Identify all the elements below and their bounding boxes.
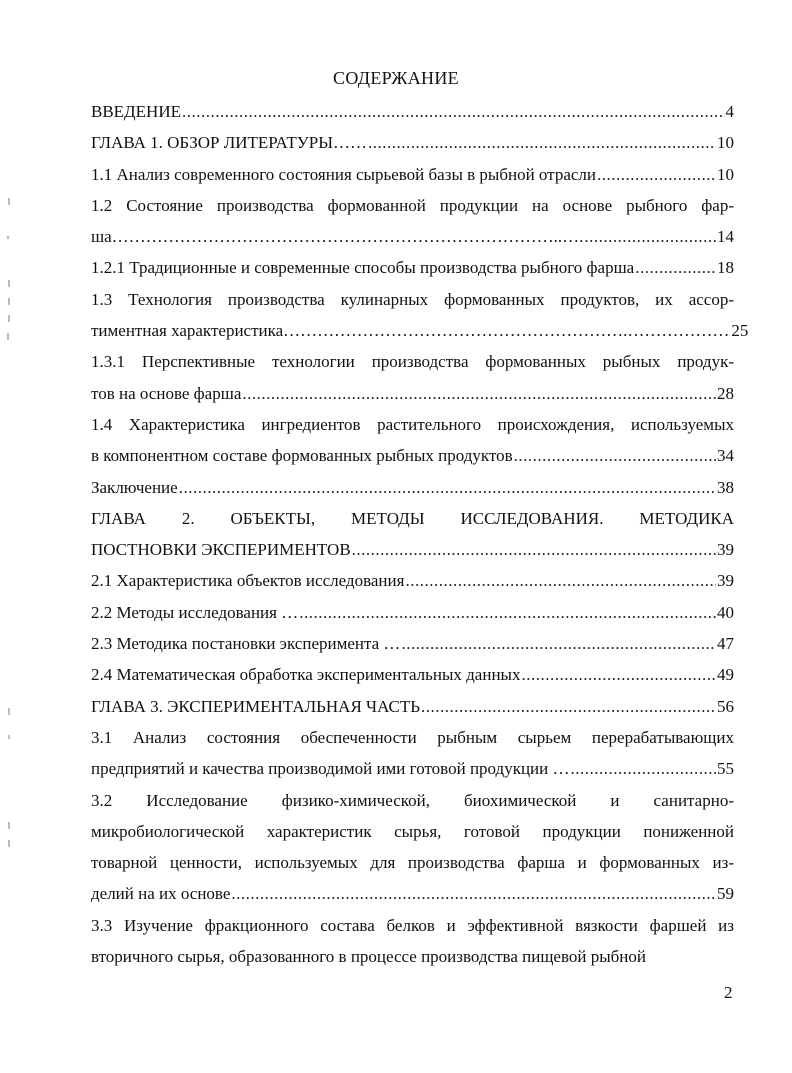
scan-speck xyxy=(8,840,10,847)
page-title: СОДЕРЖАНИЕ xyxy=(333,68,459,88)
toc-entry: Заключение ..... 38 xyxy=(91,472,734,503)
scan-speck xyxy=(8,298,10,305)
toc-entry: тиментная характеристика…………………………………………………….……………… 25 xyxy=(91,321,749,341)
toc-entry-continued: 3.3 Изучение фракционного состава белков и эффективной вязкости фаршей из xyxy=(91,915,734,935)
toc-entry: ГЛАВА 3. ЭКСПЕРИМЕНТАЛЬНАЯ ЧАСТЬ ..... 56 xyxy=(91,691,734,722)
toc-entry: 2.3 Методика постановки эксперимента … ..... 47 xyxy=(91,628,734,659)
toc-entry-last: вторичного сырья, образованного в процессе производства пищевой рыбной xyxy=(91,947,646,967)
toc-entry-continued: 1.3 Технология производства кулинарных формованных продуктов, их ассор- xyxy=(91,289,734,309)
toc-entry: делий на их основе ..... 59 xyxy=(91,878,734,909)
toc-entry-continued: 1.2 Состояние производства формованной продукции на основе рыбного фар- xyxy=(91,195,734,215)
page-number: 2 xyxy=(724,983,733,1002)
table-of-contents xyxy=(91,96,749,972)
toc-entry: ВВЕДЕНИЕ ..... 4 xyxy=(91,96,734,127)
toc-entry-continued: 3.1 Анализ состояния обеспеченности рыбным сырьем перерабатывающих xyxy=(91,727,734,747)
scan-speck xyxy=(7,333,9,340)
scan-speck xyxy=(7,236,9,239)
toc-entry-continued: товарной ценности, используемых для производства фарша и формованных из- xyxy=(91,853,734,873)
toc-entry: 1.2.1 Традиционные и современные способы производства рыбного фарша ..... 18 xyxy=(91,252,734,283)
toc-entry-continued: микробиологической характеристик сырья, готовой продукции пониженной xyxy=(91,821,734,841)
scan-speck xyxy=(8,198,10,205)
toc-entry: предприятий и качества производимой ими готовой продукции … ..... 55 xyxy=(91,753,734,784)
toc-entry: ГЛАВА 1. ОБЗОР ЛИТЕРАТУРЫ…… ..... 10 xyxy=(91,127,734,158)
scan-speck xyxy=(8,315,10,322)
toc-entry: ПОСТНОВКИ ЭКСПЕРИМЕНТОВ ..... 39 xyxy=(91,534,734,565)
toc-entry: в компонентном составе формованных рыбных продуктов ..... 34 xyxy=(91,440,734,471)
scan-speck xyxy=(8,822,10,829)
toc-entry-continued: 1.4 Характеристика ингредиентов растительного происхождения, используемых xyxy=(91,414,734,434)
toc-entry: 2.4 Математическая обработка экспериментальных данных ..... 49 xyxy=(91,659,734,690)
toc-entry-continued: 1.3.1 Перспективные технологии производства формованных рыбных продук- xyxy=(91,352,734,372)
toc-entry: 2.2 Методы исследования … ..... 40 xyxy=(91,597,734,628)
scan-speck xyxy=(8,735,10,739)
toc-entry: 1.1 Анализ современного состояния сырьевой базы в рыбной отрасли ..... 10 xyxy=(91,159,734,190)
toc-entry-continued: 3.2 Исследование физико-химической, биохимической и санитарно- xyxy=(91,790,734,810)
scan-speck xyxy=(8,708,10,715)
toc-entry-continued: ГЛАВА 2. ОБЪЕКТЫ, МЕТОДЫ ИССЛЕДОВАНИЯ. МЕТОДИКА xyxy=(91,508,734,528)
toc-entry: ша……………………………………………………………………..…. ..... 14 xyxy=(91,221,734,252)
toc-entry: тов на основе фарша ..... 28 xyxy=(91,378,734,409)
scan-speck xyxy=(8,280,10,287)
toc-entry: 2.1 Характеристика объектов исследования ..... 39 xyxy=(91,565,734,596)
